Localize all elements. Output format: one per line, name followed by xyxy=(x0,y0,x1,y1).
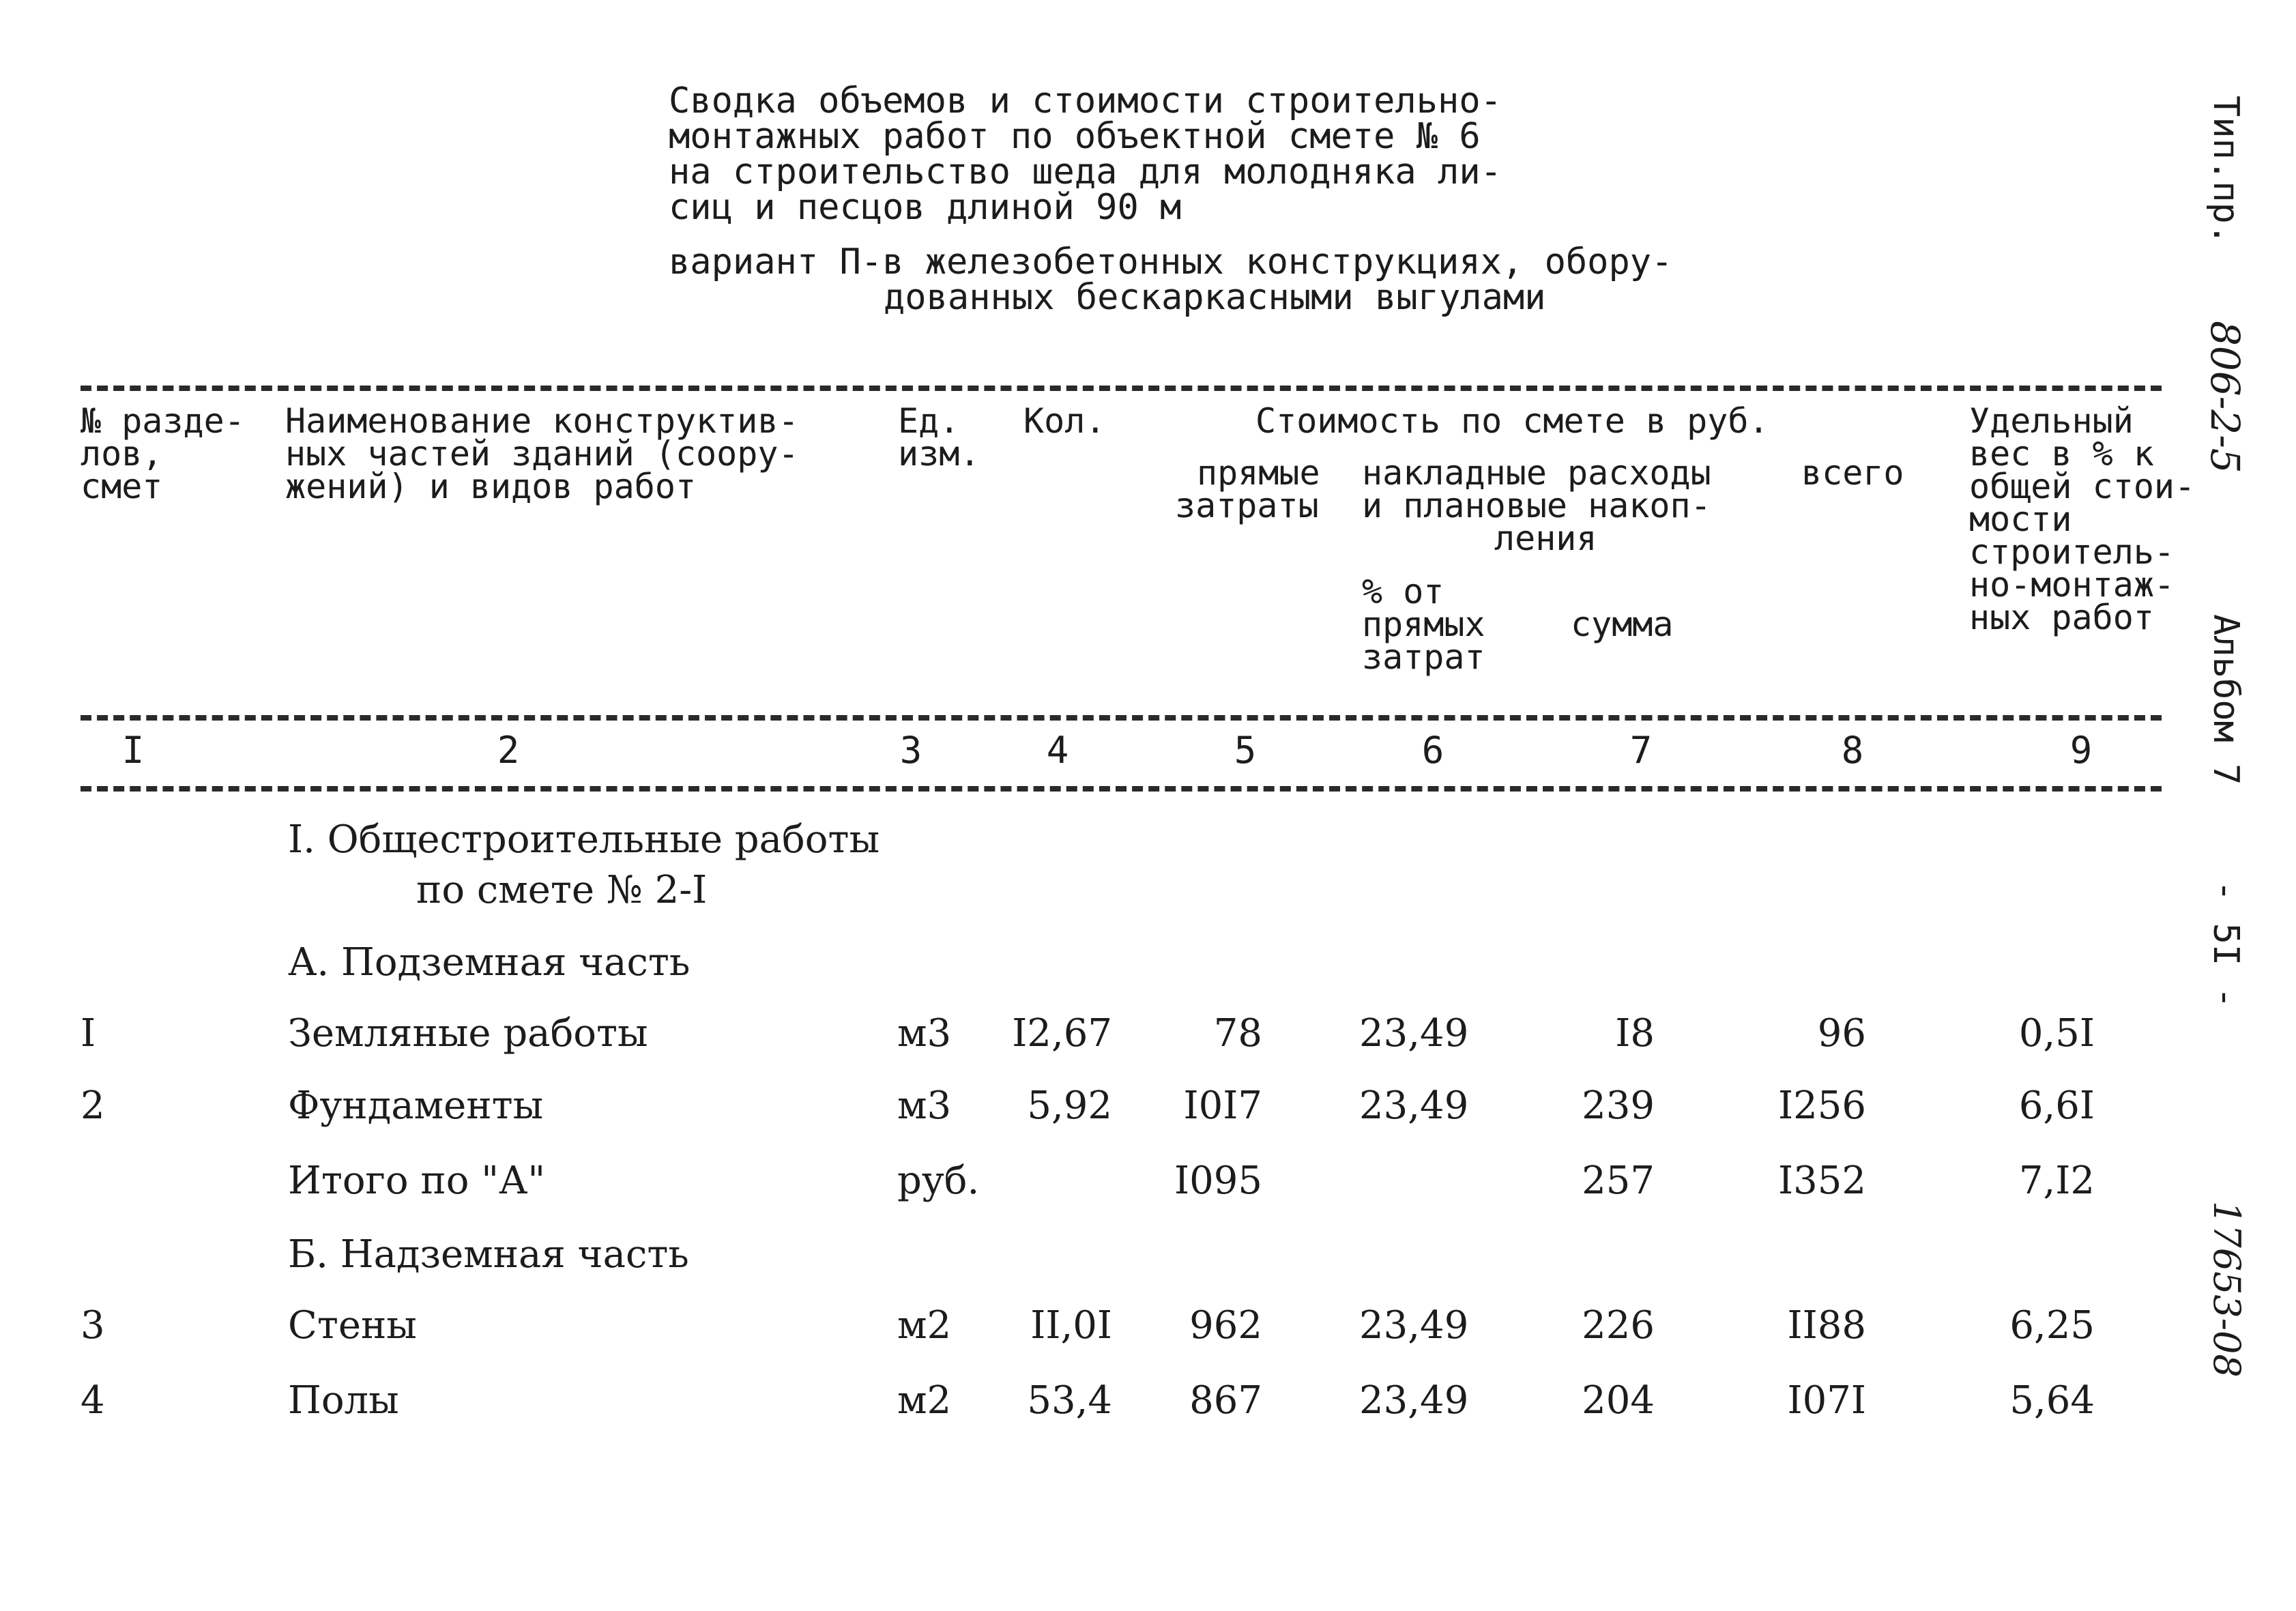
row-name: Земляные работы xyxy=(288,1011,648,1056)
rule-middle xyxy=(81,715,2162,721)
margin-sheet-number: 17653-08 xyxy=(2205,1201,2248,1378)
row-unit: м2 xyxy=(897,1303,952,1348)
header-col5-l2: затраты xyxy=(1175,486,1319,525)
header-col9-l6: но-монтаж- xyxy=(1969,565,2175,605)
header-col8: всего xyxy=(1801,453,1904,493)
row-unit: м3 xyxy=(897,1011,952,1056)
colnum-6: 6 xyxy=(1421,729,1444,772)
margin-page-number: - 5I - xyxy=(2205,880,2246,1008)
header-overhead-l3: ления xyxy=(1494,519,1597,558)
header-col2-l1: Наименование конструктив- xyxy=(285,401,799,441)
margin-typ: Тип.пр. xyxy=(2205,96,2246,246)
row-share: 6,25 xyxy=(2009,1303,2095,1348)
row-sum: 239 xyxy=(1582,1084,1655,1128)
rule-bottom xyxy=(81,786,2162,792)
header-col2-l2: ных частей зданий (соору- xyxy=(285,434,799,474)
row-number: I xyxy=(81,1011,96,1056)
header-col1-l1: № разде- xyxy=(81,401,245,441)
header-col9-l4: мости xyxy=(1969,499,2072,539)
row-qty: II,0I xyxy=(1030,1303,1112,1348)
colnum-8: 8 xyxy=(1841,729,1864,772)
row-unit: руб. xyxy=(897,1159,980,1203)
colnum-3: 3 xyxy=(899,729,922,772)
row-qty: I2,67 xyxy=(1012,1011,1112,1056)
header-col9-l3: общей стои- xyxy=(1969,467,2196,506)
row-total: 96 xyxy=(1817,1011,1866,1056)
margin-album: Альбом 7 xyxy=(2205,614,2246,785)
title-line-4: сиц и песцов длиной 90 м xyxy=(669,187,1182,228)
section-1-subtitle: по смете № 2-I xyxy=(416,868,708,912)
header-col1-l3: смет xyxy=(81,467,163,506)
header-overhead-l2: и плановые накоп- xyxy=(1362,486,1711,525)
row-unit: м3 xyxy=(897,1084,952,1128)
row-share: 5,64 xyxy=(2009,1378,2095,1423)
header-col9-l2: вес в % к xyxy=(1969,434,2154,474)
row-total: I07I xyxy=(1787,1378,1866,1423)
header-cost-group: Стоимость по смете в руб. xyxy=(1255,401,1769,441)
row-name: Фундаменты xyxy=(288,1084,544,1128)
header-col4: Кол. xyxy=(1023,401,1106,441)
row-number: 4 xyxy=(81,1378,105,1423)
part-b-heading: Б. Надземная часть xyxy=(288,1232,689,1277)
row-number: 2 xyxy=(81,1084,105,1128)
row-name: Полы xyxy=(288,1378,399,1423)
row-direct: 78 xyxy=(1213,1011,1262,1056)
row-sum: 226 xyxy=(1582,1303,1655,1348)
header-col2-l3: жений) и видов работ xyxy=(285,467,697,506)
title-line-1: Сводка объемов и стоимости строительно- xyxy=(669,81,1502,121)
header-col3-l1: Ед. xyxy=(898,401,960,441)
row-sum: 257 xyxy=(1582,1159,1655,1203)
row-name: Итого по "А" xyxy=(288,1159,546,1203)
header-col9-l5: строитель- xyxy=(1969,532,2175,572)
header-overhead-l1: накладные расходы xyxy=(1362,453,1711,493)
header-col1-l2: лов, xyxy=(81,434,163,474)
row-direct: I0I7 xyxy=(1183,1084,1262,1128)
variant-line-2: дованных бескаркасными выгулами xyxy=(884,277,1546,318)
header-col7: сумма xyxy=(1571,605,1674,644)
title-line-3: на строительство шеда для молодняка ли- xyxy=(669,151,1502,192)
row-total: II88 xyxy=(1787,1303,1866,1348)
row-pct: 23,49 xyxy=(1359,1084,1469,1128)
header-col9-l7: ных работ xyxy=(1969,598,2154,637)
header-col9-l1: Удельный xyxy=(1969,401,2134,441)
header-col6-l1: % от xyxy=(1362,572,1444,611)
header-col6-l3: затрат xyxy=(1362,637,1485,677)
header-col5-l1: прямые xyxy=(1197,453,1320,493)
header-col3-l2: изм. xyxy=(898,434,980,474)
part-a-heading: А. Подземная часть xyxy=(288,940,691,985)
colnum-7: 7 xyxy=(1629,729,1653,772)
colnum-5: 5 xyxy=(1234,729,1257,772)
row-share: 7,I2 xyxy=(2018,1159,2095,1203)
variant-line-1: вариант П-в железобетонных конструкциях, обору- xyxy=(669,242,1673,282)
row-sum: I8 xyxy=(1615,1011,1655,1056)
row-name: Стены xyxy=(288,1303,417,1348)
margin-project-code: 806-2-5 xyxy=(2202,321,2248,474)
row-pct: 23,49 xyxy=(1359,1011,1469,1056)
row-total: I256 xyxy=(1777,1084,1866,1128)
rule-top xyxy=(81,386,2162,391)
title-line-2: монтажных работ по объектной смете № 6 xyxy=(669,116,1481,157)
row-total: I352 xyxy=(1777,1159,1866,1203)
row-share: 6,6I xyxy=(2018,1084,2095,1128)
row-share: 0,5I xyxy=(2018,1011,2095,1056)
row-unit: м2 xyxy=(897,1378,952,1423)
colnum-1: I xyxy=(121,729,145,772)
row-pct: 23,49 xyxy=(1359,1303,1469,1348)
colnum-9: 9 xyxy=(2069,729,2093,772)
colnum-4: 4 xyxy=(1046,729,1069,772)
section-1-title: I. Общестроительные работы xyxy=(288,817,880,862)
row-number: 3 xyxy=(81,1303,105,1348)
row-qty: 5,92 xyxy=(1027,1084,1112,1128)
colnum-2: 2 xyxy=(497,729,520,772)
row-qty: 53,4 xyxy=(1027,1378,1112,1423)
header-col6-l2: прямых xyxy=(1362,605,1485,644)
row-sum: 204 xyxy=(1582,1378,1655,1423)
row-direct: 962 xyxy=(1189,1303,1262,1348)
row-pct: 23,49 xyxy=(1359,1378,1469,1423)
row-direct: I095 xyxy=(1174,1159,1262,1203)
row-direct: 867 xyxy=(1189,1378,1262,1423)
